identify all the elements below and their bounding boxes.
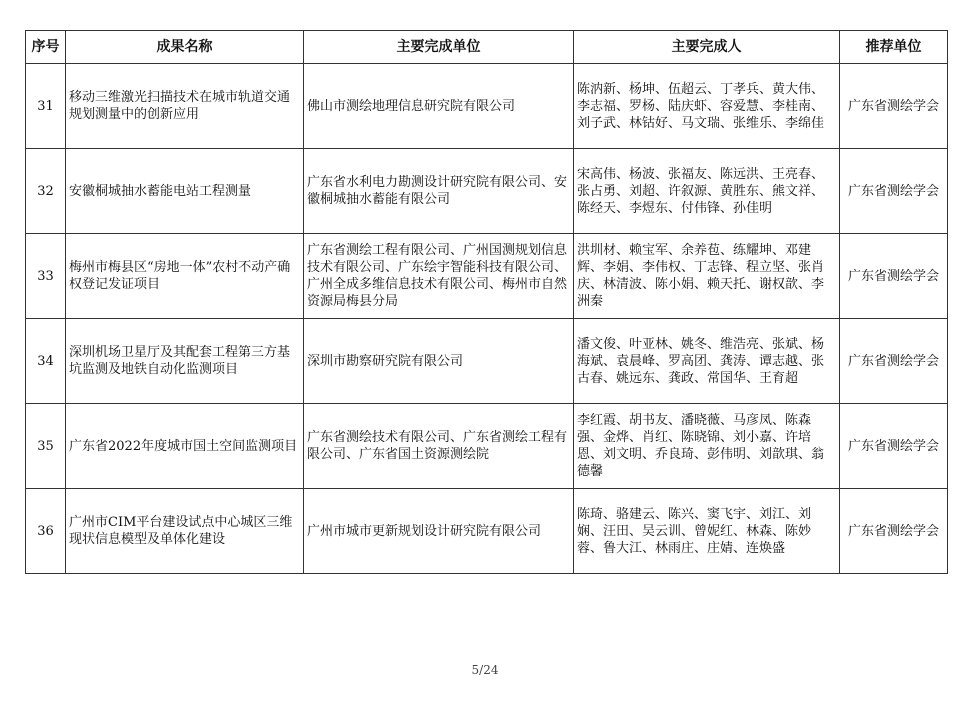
row-recommender: 广东省测绘学会	[840, 234, 948, 319]
header-achievement: 成果名称	[66, 31, 304, 64]
awards-table	[25, 30, 948, 574]
row-achievement: 安徽桐城抽水蓄能电站工程测量	[66, 149, 304, 234]
row-people: 陈琦、骆建云、陈兴、窦飞宇、刘江、刘娴、汪田、吴云训、曾妮红、林森、陈妙蓉、鲁大江、林雨庄、庄婧、连焕盛	[574, 489, 840, 574]
table-row	[26, 319, 948, 404]
row-recommender: 广东省测绘学会	[840, 64, 948, 149]
row-achievement: 广州市CIM平台建设试点中心城区三维现状信息模型及单体化建设	[66, 489, 304, 574]
header-row	[26, 31, 948, 64]
table-row	[26, 149, 948, 234]
row-people: 洪圳材、赖宝军、余养苞、练耀坤、邓建辉、李娟、李伟权、丁志锋、程立坚、张肖庆、林清波、陈小娟、赖天托、谢权歆、李洲秦	[574, 234, 840, 319]
row-units: 广州市城市更新规划设计研究院有限公司	[304, 489, 574, 574]
row-recommender: 广东省测绘学会	[840, 149, 948, 234]
row-achievement: 深圳机场卫星厅及其配套工程第三方基坑监测及地铁自动化监测项目	[66, 319, 304, 404]
row-seq: 32	[26, 149, 66, 234]
row-recommender: 广东省测绘学会	[840, 404, 948, 489]
table-row	[26, 489, 948, 574]
row-achievement: 广东省2022年度城市国土空间监测项目	[66, 404, 304, 489]
row-recommender: 广东省测绘学会	[840, 319, 948, 404]
row-achievement: 移动三维激光扫描技术在城市轨道交通规划测量中的创新应用	[66, 64, 304, 149]
row-seq: 33	[26, 234, 66, 319]
header-people: 主要完成人	[574, 31, 840, 64]
row-seq: 36	[26, 489, 66, 574]
table-row	[26, 404, 948, 489]
row-units: 广东省水利电力勘测设计研究院有限公司、安徽桐城抽水蓄能有限公司	[304, 149, 574, 234]
page-number: 5/24	[471, 663, 499, 677]
row-people: 宋高伟、杨波、张福友、陈远洪、王亮春、张占勇、刘超、许叙源、黄胜东、熊文祥、陈经天、李煜东、付伟锋、孙佳明	[574, 149, 840, 234]
row-seq: 35	[26, 404, 66, 489]
row-units: 广东省测绘工程有限公司、广州国测规划信息技术有限公司、广东绘宇智能科技有限公司、广州全成多维信息技术有限公司、梅州市自然资源局梅县分局	[304, 234, 574, 319]
row-seq: 31	[26, 64, 66, 149]
row-people: 李红霞、胡书友、潘晓薇、马彦凤、陈森强、金烨、肖红、陈晓锦、刘小嘉、许培恩、刘文明、乔良琦、彭伟明、刘歆琪、翁德馨	[574, 404, 840, 489]
row-seq: 34	[26, 319, 66, 404]
row-units: 深圳市勘察研究院有限公司	[304, 319, 574, 404]
header-seq: 序号	[26, 31, 66, 64]
row-units: 广东省测绘技术有限公司、广东省测绘工程有限公司、广东省国土资源测绘院	[304, 404, 574, 489]
header-recommender: 推荐单位	[840, 31, 948, 64]
header-units: 主要完成单位	[304, 31, 574, 64]
row-people: 陈汭新、杨坤、伍超云、丁孝兵、黄大伟、李志福、罗杨、陆庆虾、容爱慧、李桂南、刘子武、林钴好、马文瑞、张维乐、李绵佳	[574, 64, 840, 149]
row-people: 潘文俊、叶亚林、姚冬、维浩亮、张斌、杨海斌、袁晨峰、罗高团、龚涛、谭志越、张古春、姚远东、龚政、常国华、王育超	[574, 319, 840, 404]
row-achievement: 梅州市梅县区“房地一体”农村不动产确权登记发证项目	[66, 234, 304, 319]
table-row	[26, 234, 948, 319]
row-units: 佛山市测绘地理信息研究院有限公司	[304, 64, 574, 149]
table-row	[26, 64, 948, 149]
row-recommender: 广东省测绘学会	[840, 489, 948, 574]
